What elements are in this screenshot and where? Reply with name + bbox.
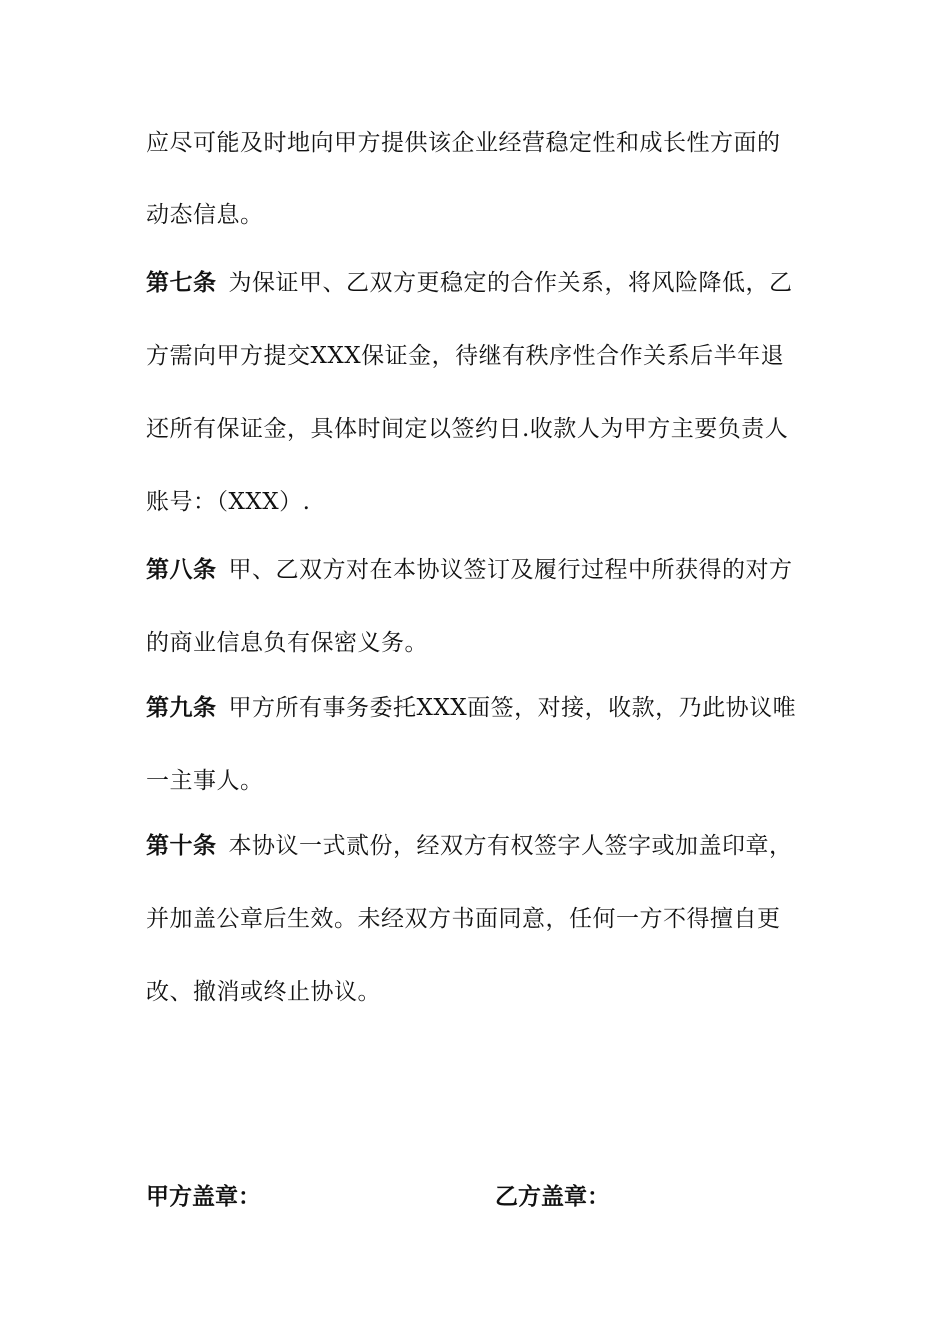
article-8-line-1 (146, 555, 826, 585)
article-10-line-3: 改、撤消或终止协议。 (146, 979, 381, 1005)
article-8-line-2: 的商业信息负有保密义务。 (146, 630, 428, 656)
party-b-seal-label: 乙方盖章： (495, 1184, 610, 1210)
article-10-line-2: 并加盖公章后生效。未经双方书面同意，任何一方不得擅自更 (146, 906, 781, 932)
article-10-label: 第十条 (146, 833, 217, 859)
article-7-line-2: 方需向甲方提交XXX保证金，待继有秩序性合作关系后半年退 (146, 343, 785, 369)
article-8-text: 甲、乙双方对在本协议签订及履行过程中所获得的对方 (228, 557, 793, 583)
article-9-line-2: 一主事人。 (146, 768, 264, 794)
article-8-label: 第八条 (146, 557, 217, 583)
article-7-line-1 (146, 268, 826, 298)
paragraph-line: 动态信息。 (146, 202, 264, 228)
article-7-line-3: 还所有保证金，具体时间定以签约日.收款人为甲方主要负责人 (146, 416, 789, 442)
article-9-label: 第九条 (146, 695, 217, 721)
article-10-text: 本协议一式贰份，经双方有权签字人签字或加盖印章， (228, 833, 793, 859)
article-7-line-4: 账号：（XXX）. (146, 489, 311, 515)
article-7-text: 为保证甲、乙双方更稳定的合作关系，将风险降低，乙 (228, 270, 793, 296)
article-9-line-1 (146, 693, 826, 723)
article-9-text: 甲方所有事务委托XXX面签，对接，收款，乃此协议唯 (228, 695, 797, 721)
paragraph-line: 应尽可能及时地向甲方提供该企业经营稳定性和成长性方面的 (146, 130, 781, 156)
article-10-line-1 (146, 831, 826, 861)
party-a-seal-label: 甲方盖章： (146, 1184, 261, 1210)
article-7-label: 第七条 (146, 270, 217, 296)
